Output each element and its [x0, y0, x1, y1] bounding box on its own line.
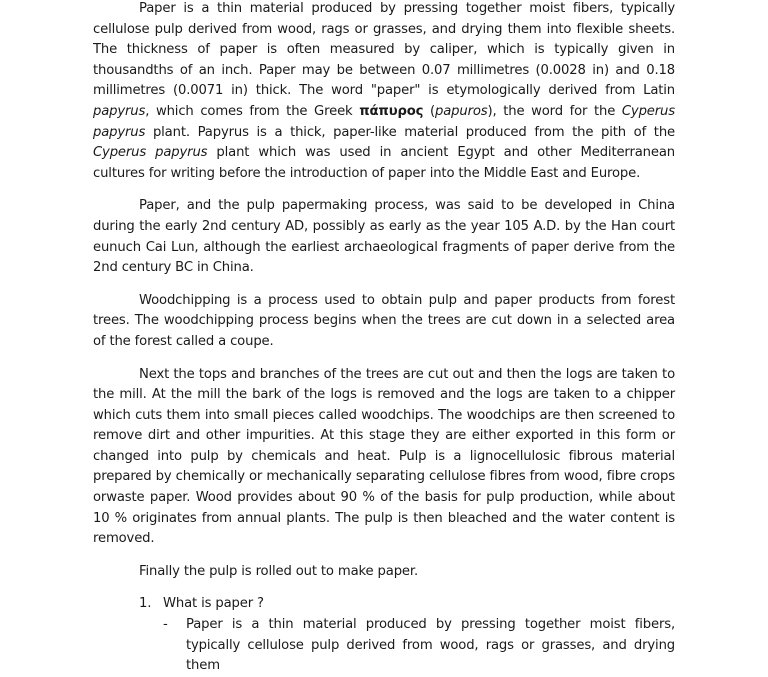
paragraph-finally: Finally the pulp is rolled out to make paper. — [139, 563, 418, 579]
italic-term: papuros — [435, 103, 488, 119]
text-run: ), the word for the — [487, 103, 622, 119]
question-list — [93, 594, 675, 676]
text-run: , which comes from the Greek — [145, 103, 360, 119]
dash-bullet: - — [163, 617, 168, 633]
text-run: plant. Papyrus is a thick, paper-like material produced from the pith of the — [145, 124, 675, 140]
document-page — [93, 0, 675, 677]
italic-term: papyrus — [93, 103, 146, 119]
paragraph-process: Next the tops and branches of the trees are cut out and then the logs are taken to the mill. At the mill the bark of the logs is removed and the logs are taken to a chipper which cuts them into small pieces called woodchips. The woodchips are then screened to remove dirt and other impurities. At this stage they are either exported in this form or changed into pulp by chemicals and heat. Pulp is a lignocellulosic fibrous material prepared by chemically or mechanically separating cellulose fibres from wood, fibre crops orwaste paper. Wood provides about 90 % of the basis for pulp production, while about 10 % originates from annual plants. The pulp is then bleached and the water content is removed. — [93, 366, 675, 547]
paragraph-woodchipping: Woodchipping is a process used to obtain pulp and paper products from forest trees. The woodchipping process begins when the trees are cut down in a selected area of the forest called a coupe. — [93, 292, 675, 349]
paragraph-paper-definition — [93, 0, 675, 184]
answer-item — [93, 615, 675, 677]
greek-term: πάπυρος — [359, 103, 424, 119]
answer-text: Paper is a thin material produced by pressing together moist fibers, typically cellulose pulp derived from wood, rags or grasses, and drying them — [186, 617, 675, 674]
text-run: ( — [423, 103, 436, 119]
text-run: plant which was used in ancient Egypt and other Mediterranean cultures for writing before the introduction of paper into the Middle East and Europe. — [93, 145, 675, 181]
question-item — [93, 594, 675, 615]
text-run: Paper is a thin material produced by pressing together moist fibers, typically cellulose pulp derived from wood, rags or grasses, and drying them into flexible sheets. The thickness of paper is often measured by caliper, which is typically given in thousandths of an inch. Paper may be between 0.07 millimetres (0.0028 in) and 0.18 millimetres (0.0071 in) thick. The word "paper" is etymologically derived from Latin — [93, 1, 675, 99]
italic-term: Cyperus papyrus — [93, 103, 675, 140]
question-number: 1. — [139, 596, 152, 612]
italic-term: Cyperus papyrus — [93, 145, 208, 161]
question-text: What is paper ? — [163, 596, 264, 612]
paragraph-history: Paper, and the pulp papermaking process, was said to be developed in China during the early 2nd century AD, possibly as early as the year 105 A.D. by the Han court eunuch Cai Lun, although the earliest archaeological fragments of paper derive from the 2nd century BC in China. — [93, 198, 675, 276]
